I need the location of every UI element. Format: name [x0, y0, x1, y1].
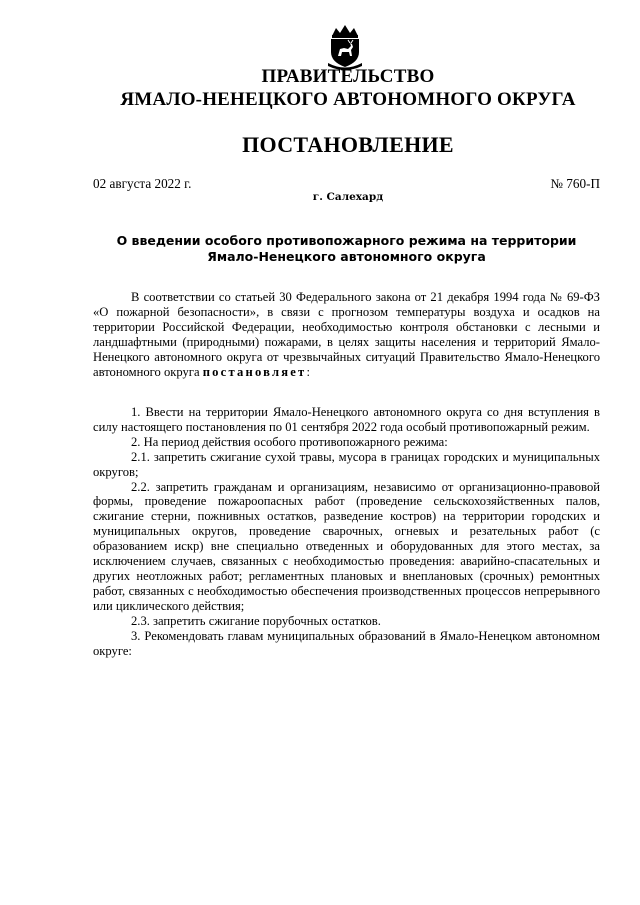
- subject-line-2: Ямало-Ненецкого автономного округа: [207, 248, 486, 264]
- preamble: [93, 290, 600, 379]
- item-2-3: 2.3. запретить сжигание порубочных остатков.: [131, 613, 381, 628]
- item-2-2: 2.2. запретить гражданам и организациям, независимо от организационно-правовой формы, проведение пожароопасных работ (проведение сельскохозяйственных палов, сжигание стерни, пожнивных остатков, разведение костров) на территории городских и муниципальных округов, проведение сварочных, огневых и резательных работ (с образованием искр) вне специально отведенных и оборудованных для этого местах, за исключением случаев, связанных с необходимостью проведения: аварийно-спасательных и других неотложных работ; регламентных плановых и внеплановых (срочных) ремонтных работ, связанных с необходимостью обеспечения производственных процессов непрерывного или циклического действия;: [93, 479, 600, 613]
- subject-line-1: О введении особого противопожарного режима на территории: [116, 233, 577, 248]
- preamble-end: :: [306, 364, 310, 379]
- preamble-keyword: постановляет: [202, 364, 307, 379]
- document-number: № 760-П: [550, 176, 600, 191]
- item-2-1: 2.1. запретить сжигание сухой травы, мусора в границах городских и муниципальных округов;: [93, 449, 600, 479]
- preamble-text: В соответствии со статьей 30 Федерального закона от 21 декабря 1994 года № 69-ФЗ «О пожарной безопасности», в связи с прогнозом температуры воздуха и осадков на территории Российской Федерации, необходимостью контроля обстановки с лесными и ландшафтными (природными) пожарами, в целях защиты населения и территорий Ямало-Ненецкого автономного округа от чрезвычайных ситуаций Правительство Ямало-Ненецкого автономного округа: [93, 290, 600, 379]
- document-subject: [93, 233, 600, 264]
- document-date: 02 августа 2022 г.: [93, 176, 192, 191]
- decree-items: [93, 405, 600, 658]
- coat-of-arms-icon: [324, 22, 366, 70]
- item-3: 3. Рекомендовать главам муниципальных образований в Ямало-Ненецком автономном округе:: [93, 628, 600, 658]
- item-1: 1. Ввести на территории Ямало-Ненецкого автономного округа со дня вступления в силу настоящего постановления по 01 сентября 2022 года особый противопожарный режим.: [93, 405, 600, 434]
- document-type: ПОСТАНОВЛЕНИЕ: [242, 132, 454, 157]
- government-title: ПРАВИТЕЛЬСТВО: [261, 66, 435, 87]
- document-city: г. Салехард: [312, 191, 384, 203]
- region-title: ЯМАЛО-НЕНЕЦКОГО АВТОНОМНОГО ОКРУГА: [120, 89, 576, 110]
- item-2: 2. На период действия особого противопожарного режима:: [131, 434, 448, 449]
